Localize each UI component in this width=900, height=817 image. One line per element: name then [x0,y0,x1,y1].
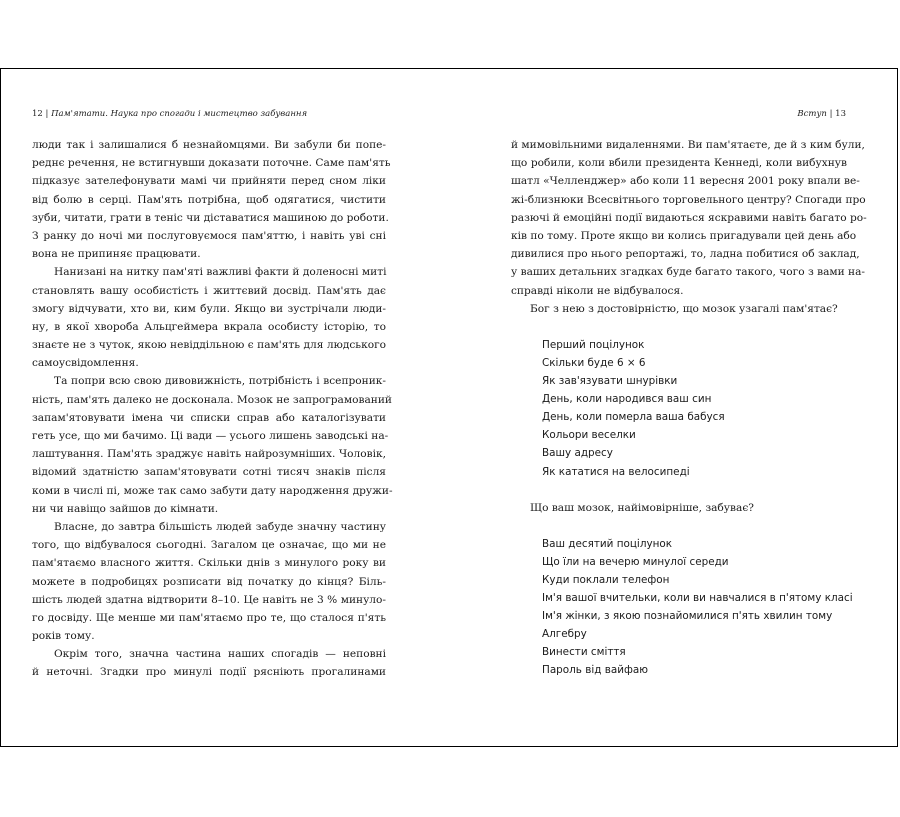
text-line: у ваших детальних згадках буде багато такого, чого з вами на- [511,266,866,279]
text-line: ни чи навіщо зайшов до кімнати. [32,502,219,515]
text-line: Нанизані на нитку пам'яті важливі факти й доленосні миті [54,266,387,279]
list-item: Як зав'язувати шнурівки [542,375,678,388]
text-line: Окрім того, значна частина наших спогадів — неповні [54,648,386,661]
left-header-separator: | [45,109,49,119]
text-line: люди так і залишалися б незнайомцями. Ви забули би попе- [32,139,386,151]
list-item: День, коли померла ваша бабуся [542,411,725,424]
right-header-separator: | [829,109,833,119]
question-remembers: Бог з нею з достовірністю, що мозок узагалі пам'ятає? [530,302,838,315]
text-line: років тому. [32,630,95,643]
list-item: Винести сміття [542,646,626,659]
list-item: Ім'я вашої вчительки, коли ви навчалися в п'ятому класі [542,592,853,605]
list-item: Перший поцілунок [542,338,645,351]
text-line: від болю в серці. Пам'ять потрібна, щоб одягатися, чистити [32,193,386,206]
right-page-number: 13 [835,109,846,119]
text-line: ків по тому. Проте якщо ви колись пригадували цей день або [511,229,857,242]
text-line: можете в подробицях розписати від початку до кінця? Біль- [32,575,386,588]
text-line: коми в числі пі, може так само забути дату народження дружи- [32,484,393,497]
left-page-number: 12 [32,109,43,119]
question-forgets: Що ваш мозок, найімовірніше, забуває? [530,501,754,514]
text-line: дивилися про нього репортажі, то, ладна побитися об заклад, [511,248,860,261]
text-line: й неточні. Згадки про минулі події рясніють прогалинами [32,666,386,679]
list-item: Алгебру [542,628,587,641]
right-header-title: Вступ [797,109,827,119]
paragraph [32,263,386,372]
text-line: знаєте не з чуток, якою невіддільною є пам'ять для людського [32,339,386,352]
paragraph [32,645,386,681]
forgotten-list [542,535,853,680]
text-line: змогу відчувати, хто ви, ким були. Якщо ви зустрічали люди- [32,302,386,315]
text-line: геть усе, що ми бачимо. Ці вади — усього лишень заводські на- [32,430,389,442]
list-item: Пароль від вайфаю [542,664,648,677]
paragraph [511,136,867,300]
text-line: З ранку до ночі ми послуговуємося пам'яттю, і навіть уві сні [32,229,386,242]
list-item: Що їли на вечерю минулої середи [542,555,729,568]
list-item: Як кататися на велосипеді [542,465,690,478]
right-running-header [797,109,846,119]
paragraph [32,136,391,263]
text-line: разючі й емоційні події видаються яскравими навіть багато ро- [511,211,867,224]
text-line: Власне, до завтра більшість людей забуде значну частину [54,520,386,533]
list-item: Вашу адресу [542,447,613,460]
text-line: лаштування. Пам'ять зраджує навіть найрозумніших. Чоловік, [32,448,386,461]
text-line: підказує зателефонувати мамі чи прийняти перед сном ліки [32,175,386,188]
list-item: День, коли народився ваш син [542,393,712,406]
text-line: жі-близнюки Всесвітнього торговельного центру? Спогади про [511,193,866,206]
text-line: зуби, читати, грати в теніс чи діставатися машиною до роботи. [32,211,389,224]
text-line: шість людей здатна відтворити 8–10. Це навіть не 3 % минуло- [32,593,386,606]
list-item: Скільки буде 6 × 6 [542,356,646,369]
text-line: вона не припиняє працювати. [32,248,201,261]
left-running-header [32,109,307,119]
paragraph [32,518,386,645]
left-header-title: Пам'ятати. Наука про спогади і мистецтво забування [51,109,308,119]
remembered-list [542,336,847,481]
text-line: того, що відбувалося сьогодні. Загалом це означає, що ми не [32,539,386,552]
text-line: пам'ятаємо власного життя. Скільки днів з минулого року ви [32,557,386,570]
list-item: Ім'я жінки, з якою познайомилися п'ять хвилин тому [542,610,833,623]
text-line: самоусвідомлення. [32,357,139,370]
left-page-body [32,136,393,682]
text-line: й мимовільними видаленнями. Ви пам'ятаєте, де й з ким були, [511,139,865,151]
list-item: Кольори веселки [542,429,636,442]
text-line: запам'ятовувати імена чи списки справ або каталогізувати [32,411,386,424]
list-item: Ваш десятий поцілунок [542,537,673,550]
text-line: Та попри всю свою дивовижність, потрібність і всепроник- [54,375,386,388]
paragraph [32,372,393,518]
text-line: що робили, коли вбили президента Кеннеді, коли вибухнув [511,157,847,170]
list-item: Куди поклали телефон [542,574,670,586]
text-line: справді ніколи не відбувалося. [511,284,684,297]
text-line: шатл «Челленджер» або коли 11 вересня 2001 року впали ве- [511,175,860,188]
text-line: го досвіду. Ще менше ми пам'ятаємо про те, що сталося п'ять [32,611,386,624]
text-line: ну, в якої хвороба Альцгеймера вкрала особисту історію, то [32,320,386,333]
text-line: реднє речення, не встигнувши доказати поточне. Саме пам'ять [32,157,391,170]
text-line: ність, пам'ять далеко не досконала. Мозок не запрограмований [32,393,392,406]
text-line: становлять вашу особистість і життєвий досвід. Пам'ять дає [32,284,386,297]
right-page-body [511,136,867,680]
text-line: відомий здатністю запам'ятовувати сотні тисяч знаків після [32,466,386,479]
